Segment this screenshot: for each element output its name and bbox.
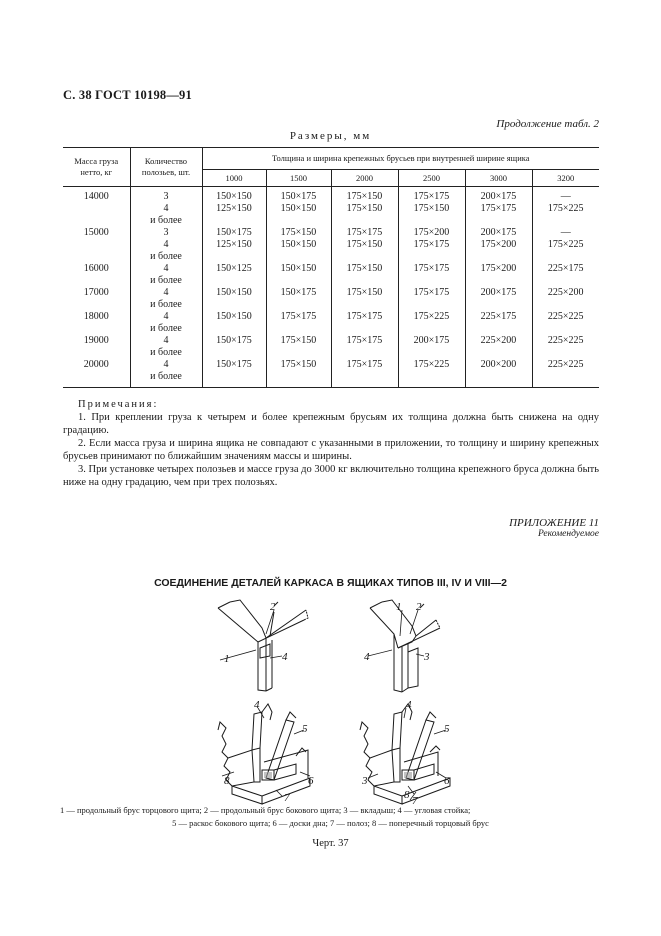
header-width: 2000 — [331, 170, 398, 187]
value-cell: 175×175 — [266, 311, 331, 335]
callout-label: 8 — [224, 775, 230, 787]
callout-label: 2 — [270, 601, 276, 613]
header-width: 3200 — [557, 172, 575, 183]
header-width-group: Толщина и ширина крепежных брусьев при внутренней ширине ящика — [202, 148, 599, 170]
legend-line: 5 — раскос бокового щита; 6 — доски дна; 7 — полоз; 8 — поперечный торцовый брус — [172, 818, 489, 828]
callout-label: 5 — [444, 723, 450, 735]
callout-label: 5 — [302, 723, 308, 735]
value-cell: 150×150 125×150 — [202, 187, 266, 228]
header-width: 3000 — [465, 170, 532, 187]
value-cell: 175×150 150×150 — [266, 227, 331, 263]
value-cell: 225×225 — [547, 335, 584, 346]
mass-cell: 14000 — [63, 187, 130, 228]
value-cell: — 175×225 — [547, 191, 584, 214]
value-cell: 150×175 150×150 — [266, 187, 331, 228]
value-cell: 225×175 — [465, 311, 532, 335]
callout-label: 3 — [362, 775, 368, 787]
callout-label: 6 — [308, 775, 314, 787]
mass-cell: 19000 — [63, 335, 130, 359]
runners-cell: 4 и более — [130, 359, 202, 388]
value-cell: 150×150 — [266, 263, 331, 287]
value-cell: 200×175 — [398, 335, 465, 359]
callout-label: 4 — [364, 651, 370, 663]
value-cell: 175×175 — [331, 311, 398, 335]
value-cell: 150×175 — [266, 287, 331, 311]
continuation-label: Продолжение табл. 2 — [496, 118, 599, 130]
section-title: СОЕДИНЕНИЕ ДЕТАЛЕЙ КАРКАСА В ЯЩИКАХ ТИПОВ III, IV И VIII—2 — [154, 577, 507, 589]
table-row — [63, 359, 599, 388]
runners-cell: 4 и более — [130, 335, 202, 359]
figure-caption: Черт. 37 — [312, 838, 349, 849]
appendix-subtitle: Рекомендуемое — [537, 529, 599, 539]
value-cell: 225×175 — [547, 263, 584, 274]
joint-drawing-bottom-right — [354, 700, 469, 805]
header-width: 1000 — [202, 170, 266, 187]
value-cell: 200×200 — [465, 359, 532, 388]
header-width: 2500 — [398, 170, 465, 187]
header-mass: Масса груза нетто, кг — [63, 148, 130, 187]
value-cell: 150×150 — [202, 287, 266, 311]
callout-label: 1 — [396, 601, 402, 613]
runners-cell: 4 и более — [130, 287, 202, 311]
value-cell: 150×150 — [202, 311, 266, 335]
value-cell: 150×125 — [202, 263, 266, 287]
table-row — [63, 311, 599, 335]
mass-cell: 20000 — [63, 359, 130, 388]
callout-label: 7 — [284, 792, 290, 804]
callout-label: 4 — [254, 700, 260, 711]
callout-label: 3 — [424, 651, 430, 663]
table-row — [63, 287, 599, 311]
callout-label: 2 — [416, 601, 422, 613]
note-item: 1. При креплении груза к четырем и более крепежным брусьям их толщина должна быть снижена на одну градацию. — [63, 412, 599, 436]
value-cell: 175×175 — [398, 263, 465, 287]
value-cell: 150×175 — [202, 359, 266, 388]
value-cell: 200×175 175×200 — [465, 227, 532, 263]
table-row — [63, 335, 599, 359]
runners-cell: 3 4 и более — [130, 227, 202, 263]
value-cell: 175×225 — [398, 311, 465, 335]
header-width: 1500 — [266, 170, 331, 187]
joint-drawing-top-right — [360, 598, 470, 698]
mass-cell: 16000 — [63, 263, 130, 287]
value-cell: 225×225 — [547, 311, 584, 322]
runners-cell: 3 4 и более — [130, 187, 202, 228]
note-item: 2. Если масса груза и ширина ящика не совпадают с указанными в приложении, то толщину и ширину крепежных брусьев принимают по ближайшим значениям массы и ширины. — [63, 438, 599, 462]
callout-label: 6 — [444, 775, 450, 787]
joint-drawing-bottom-left — [212, 700, 327, 805]
page-header: С. 38 ГОСТ 10198—91 — [63, 88, 192, 102]
value-cell: 175×175 175×150 — [398, 187, 465, 228]
callout-label: 4 — [406, 700, 412, 711]
callout-label: 7 — [412, 795, 418, 805]
callout-label: 8 — [404, 789, 410, 801]
value-cell: 175×150 — [266, 335, 331, 359]
mass-cell: 18000 — [63, 311, 130, 335]
value-cell: 225×200 — [547, 287, 584, 298]
value-cell: 200×175 175×175 — [465, 187, 532, 228]
table-row — [63, 187, 599, 228]
notes — [63, 398, 599, 489]
notes-title: Примечания: — [78, 399, 159, 410]
value-cell: 175×175 175×150 — [331, 227, 398, 263]
value-cell: 200×175 — [465, 287, 532, 311]
note-item: 3. При установке четырех полозьев и массе груза до 3000 кг включительно толщина крепежного бруса должна быть ниже на одну градацию, чем при трех полозьях. — [63, 464, 599, 488]
callout-label: 4 — [282, 651, 288, 663]
callout-label: 1 — [224, 653, 230, 665]
value-cell: 175×200 175×175 — [398, 227, 465, 263]
appendix-heading — [509, 517, 599, 539]
table-row — [63, 263, 599, 287]
value-cell: 225×200 — [465, 335, 532, 359]
value-cell: 175×150 — [331, 263, 398, 287]
value-cell: 175×225 — [398, 359, 465, 388]
value-cell: 225×225 — [547, 359, 584, 370]
appendix-title: ПРИЛОЖЕНИЕ 11 — [509, 517, 599, 529]
runners-cell: 4 и более — [130, 263, 202, 287]
value-cell: 175×175 — [331, 335, 398, 359]
value-cell: 150×175 — [202, 335, 266, 359]
value-cell: 175×175 — [398, 287, 465, 311]
joint-drawing-top-left — [208, 598, 318, 698]
value-cell: 175×175 — [331, 359, 398, 388]
dimensions-label: Размеры, мм — [289, 130, 372, 142]
value-cell: — 175×225 — [547, 227, 584, 250]
table-row — [63, 227, 599, 263]
legend-line: 1 — продольный брус торцового щита; 2 — продольный брус бокового щита; 3 — вкладыш; 4 — угловая стойка; — [60, 805, 471, 815]
value-cell: 150×175 125×150 — [202, 227, 266, 263]
mass-cell: 15000 — [63, 227, 130, 263]
mass-cell: 17000 — [63, 287, 130, 311]
header-runners: Количество полозьев, шт. — [130, 148, 202, 187]
value-cell: 175×150 — [266, 359, 331, 388]
figure-legend — [60, 804, 601, 830]
value-cell: 175×200 — [465, 263, 532, 287]
value-cell: 175×150 — [331, 287, 398, 311]
value-cell: 175×150 175×150 — [331, 187, 398, 228]
runners-cell: 4 и более — [130, 311, 202, 335]
spec-table — [63, 147, 599, 388]
